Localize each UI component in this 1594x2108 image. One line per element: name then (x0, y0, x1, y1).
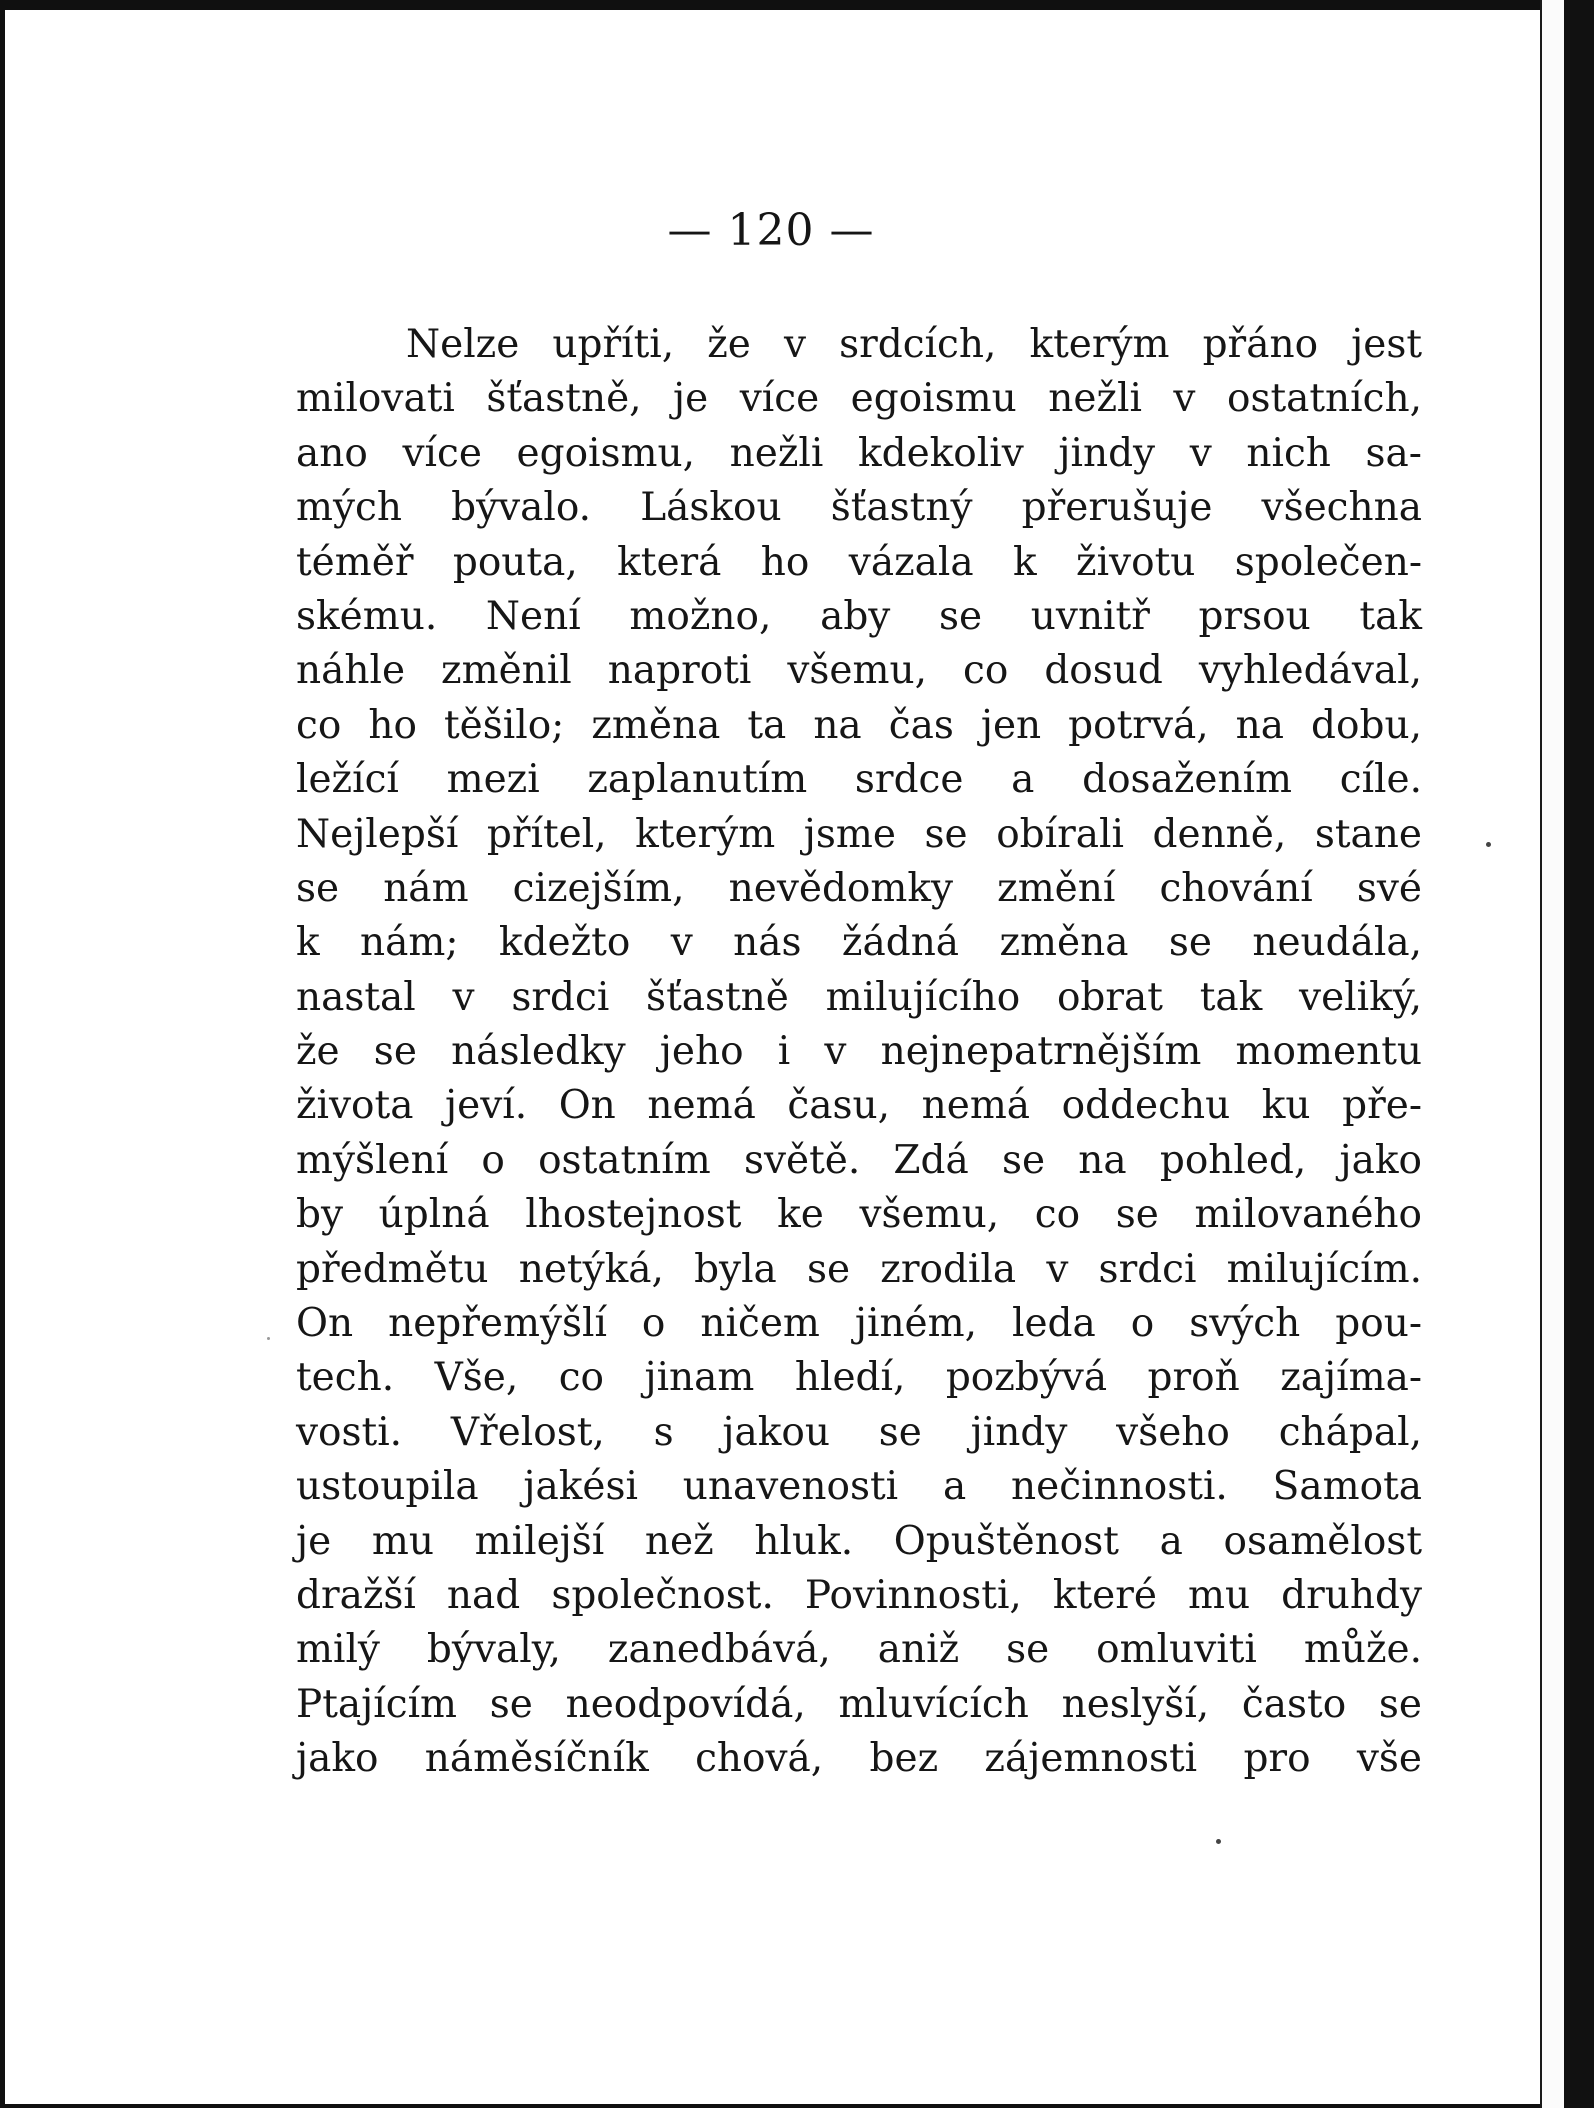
text-line: vosti. Vřelost, s jakou se jindy všeho chápal, (296, 1409, 1422, 1455)
text-line: ano více egoismu, nežli kdekoliv jindy v nich sa- (296, 430, 1422, 476)
page-gutter (1540, 0, 1564, 2108)
text-line: nastal v srdci šťastně milujícího obrat tak veliký, (296, 974, 1422, 1020)
text-line: předmětu netýká, byla se zrodila v srdci milujícím. (296, 1246, 1422, 1292)
text-line: náhle změnil naproti všemu, co dosud vyhledával, (296, 648, 1422, 694)
text-line: téměř pouta, která ho vázala k životu společen- (296, 539, 1422, 585)
text-line: života jeví. On nemá času, nemá oddechu ku pře- (296, 1083, 1422, 1129)
text-line: je mu milejší než hluk. Opuštěnost a osamělost (296, 1518, 1422, 1564)
text-line: tech. Vše, co jinam hledí, pozbývá proň zajíma- (296, 1355, 1422, 1401)
text-line: se nám cizejším, nevědomky změní chování své (296, 865, 1422, 911)
scan-speck (1486, 842, 1491, 847)
text-line: k nám; kdežto v nás žádná změna se neudála, (296, 920, 1422, 966)
text-line: ustoupila jakési unavenosti a nečinnosti. Samota (296, 1464, 1422, 1510)
page-number: — 120 — (667, 205, 875, 256)
text-line: by úplná lhostejnost ke všemu, co se milovaného (296, 1192, 1422, 1238)
book-spine-edge (1564, 0, 1594, 2108)
text-line: milý bývaly, zanedbává, aniž se omluviti může. (296, 1627, 1422, 1673)
text-line: milovati šťastně, je více egoismu nežli v ostatních, (296, 376, 1422, 422)
text-line: že se následky jeho i v nejnepatrnějším momentu (296, 1029, 1422, 1075)
text-line: jako náměsíčník chová, bez zájemnosti pro vše (296, 1736, 1422, 1782)
text-line: skému. Není možno, aby se uvnitř prsou tak (296, 593, 1422, 639)
text-line: On nepřemýšlí o ničem jiném, leda o svých pou- (296, 1301, 1422, 1347)
text-line: ležící mezi zaplanutím srdce a dosažením cíle. (296, 757, 1422, 803)
text-line: dražší nad společnost. Povinnosti, které mu druhdy (296, 1572, 1422, 1618)
text-line: mýšlení o ostatním světě. Zdá se na pohled, jako (296, 1137, 1422, 1183)
text-line: co ho těšilo; změna ta na čas jen potrvá, na dobu, (296, 702, 1422, 748)
text-line: Nelze upříti, že v srdcích, kterým přáno jest (406, 322, 1422, 367)
scan-speck (267, 1337, 270, 1340)
text-line: Nejlepší přítel, kterým jsme se obírali denně, stane (296, 811, 1422, 857)
text-line: mých bývalo. Láskou šťastný přerušuje všechna (296, 485, 1422, 531)
text-line: Ptajícím se neodpovídá, mluvících neslyší, často se (296, 1681, 1422, 1727)
body-text (296, 318, 1422, 1787)
scan-speck (1216, 1839, 1221, 1844)
